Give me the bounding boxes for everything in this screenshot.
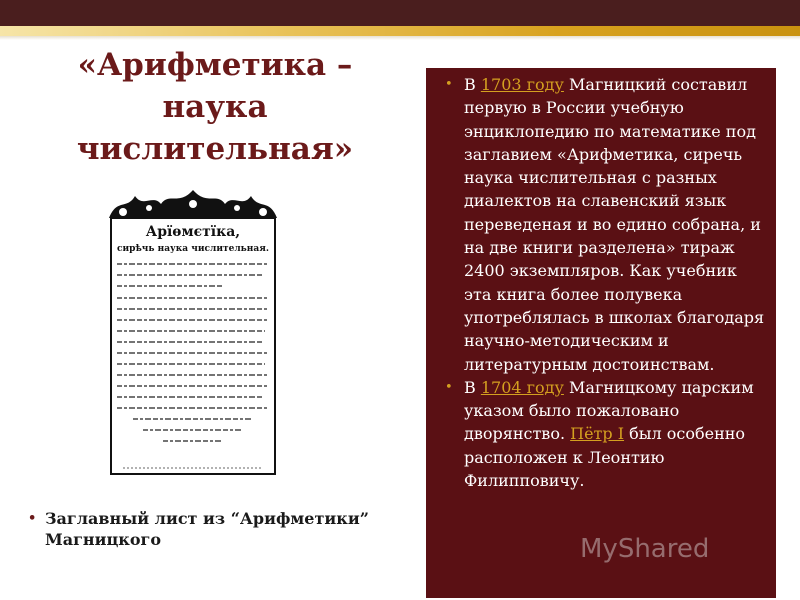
bullet-2-text-b: был особенно расположен к Леонтию Филипповичу. — [464, 424, 746, 491]
bullet-item-1703 — [445, 73, 766, 376]
bullet-2-text-a: Магницкому царским указом было пожаловано дворянство. — [464, 377, 754, 444]
text-panel — [426, 68, 776, 598]
watermark-logo: MyShared — [580, 534, 710, 564]
bullet-2-prefix: В — [464, 377, 481, 397]
top-bar-shadow — [0, 36, 800, 40]
bullet-1-text: Магницкий составил первую в России учебную энциклопедию по математике под заглавием «Арифметика, сиречь наука числительная с разных диалектов на славенский язык переведеная и во едино собрана, и на две книги разделена» тираж 2400 экземпляров. Как учебник эта книга более полувека употреблялась в школах благодаря научно-методическим и литературным достоинствам. — [464, 75, 765, 374]
manuscript-subtitle-text: сирѣчь наука числительная. — [117, 244, 269, 254]
link-1703-year[interactable]: 1703 году — [480, 75, 564, 94]
caption-bullet: • — [28, 511, 37, 526]
manuscript-title-text: Арїѳмєтїка, — [145, 224, 241, 240]
bullet-marker: • — [445, 379, 453, 395]
bullet-list — [426, 68, 776, 492]
caption-text: Заглавный лист из “Арифметики” Магницкого — [45, 509, 369, 549]
top-dark-bar — [0, 0, 800, 26]
link-1704-year[interactable]: 1704 году — [480, 377, 564, 397]
bullet-1-prefix: В — [464, 75, 481, 94]
slide-title: «Арифметика – наука числительная» — [76, 47, 354, 167]
bullet-item-1704 — [445, 376, 766, 492]
title-page-image — [103, 188, 283, 480]
bullet-marker: • — [445, 77, 453, 92]
link-peter-i[interactable]: Пётр I — [570, 424, 625, 444]
top-gold-bar — [0, 26, 800, 36]
image-caption — [28, 508, 388, 550]
